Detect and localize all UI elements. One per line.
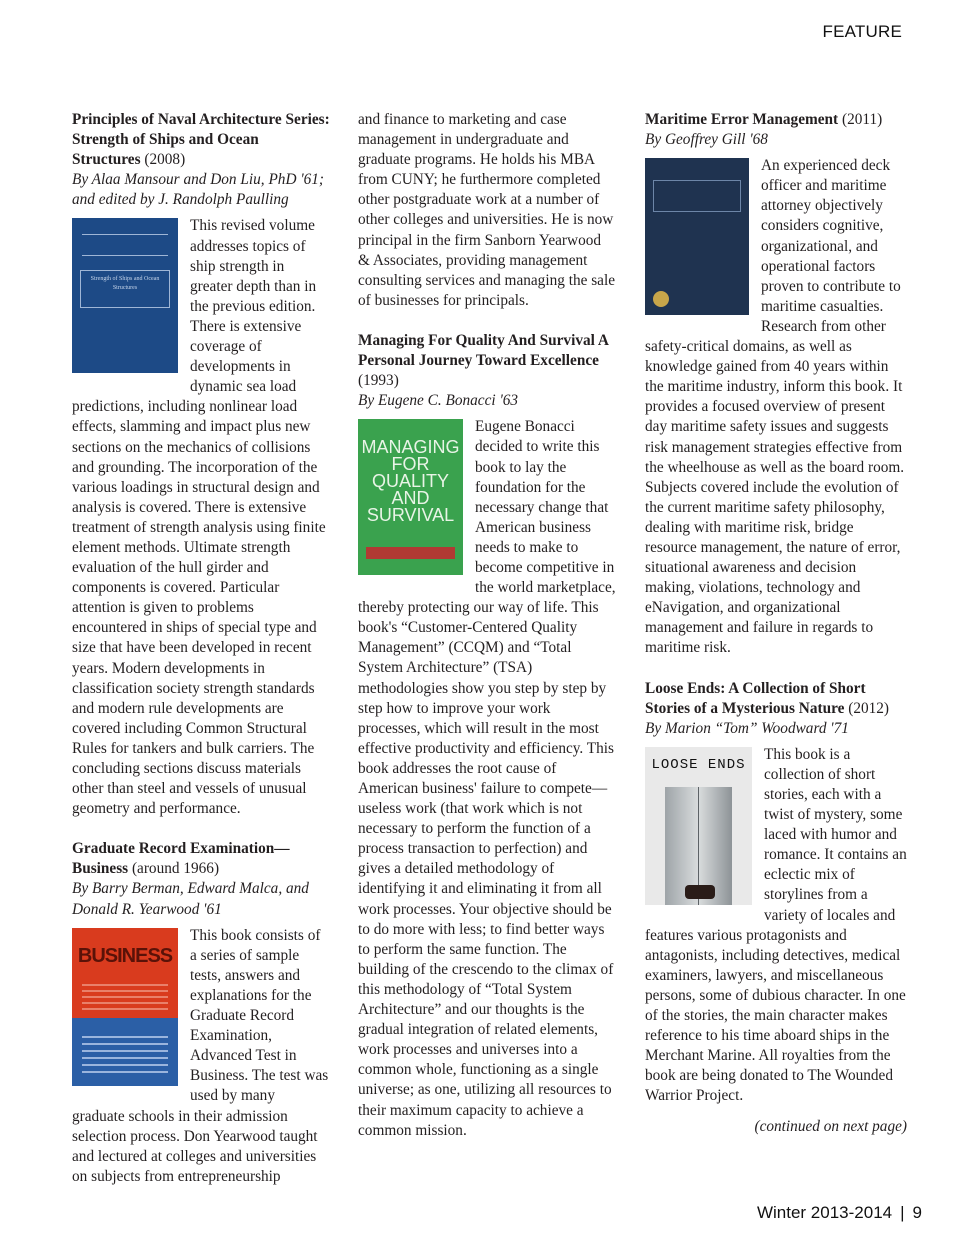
book-cover-image: MANAGING FOR QUALITY AND SURVIVAL bbox=[358, 419, 463, 575]
book-description bbox=[72, 926, 330, 1187]
book-cover-image: Strength of Ships and Ocean Structures bbox=[72, 218, 178, 373]
page-footer bbox=[757, 1203, 922, 1223]
column-1 bbox=[72, 110, 330, 1207]
book-entry-maritime-error-management bbox=[645, 110, 907, 659]
book-byline: By Geoffrey Gill '68 bbox=[645, 131, 768, 149]
book-entry-naval-architecture bbox=[72, 110, 330, 819]
page-number: 9 bbox=[912, 1203, 922, 1222]
book-byline: By Marion “Tom” Woodward '71 bbox=[645, 719, 849, 737]
book-byline: By Alaa Mansour and Don Liu, PhD '61; and edited by J. Randolph Paulling bbox=[72, 171, 324, 209]
section-label: FEATURE bbox=[822, 22, 902, 41]
column-3 bbox=[645, 110, 907, 1157]
continued-note: (continued on next page) bbox=[754, 1117, 907, 1135]
book-description: Strength of Ships and Ocean Structures This revised volume addresses topics of ship strength in greater depth than in the previous edition. There is extensive coverage of developments in dynamic sea load predictions, including nonlinear load effects, slamming and impact plus new sections on the mechanics of collisions and grounding. The incorporation of the various loadings in structural design and analysis is covered. There is extensive treatment of strength analysis using finite element methods. Ultimate strength evaluation of the hull girder and components is covered. Particular attention is given to problems encountered in ships of special type and size that have been developed in recent years. Modern developments in classification society strength standards and modern rule developments are covered including Common Structural Rules for tankers and bulk carriers. The concluding sections discuss materials other than steel and vessels of unusual geometry and performance. bbox=[72, 217, 326, 818]
column-2 bbox=[358, 110, 616, 1161]
book-title: Principles of Naval Architecture Series: Strength of Ships and Ocean Structures (2008) bbox=[72, 111, 330, 169]
book-entry-loose-ends bbox=[645, 679, 907, 1137]
book-title: Graduate Record Examination—Business (around 1966) bbox=[72, 840, 290, 878]
book-title: Maritime Error Management (2011) bbox=[645, 111, 883, 128]
book-description: MANAGING FOR QUALITY AND SURVIVAL Eugene Bonacci decided to write this book to lay the foundation for the necessary change that American business needs to make to become competitive in the world marketplace, thereby protecting our way of life. This book's “Customer-Centered Quality Management” (CCQM) and “Total System Architecture” (TSA) methodologies show you step by step by step how to improve your work processes, which will result in the most effective productivity and efficiency. This book addresses the root cause of American business' failure to compete—useless work (that work which is not necessary to perform the function of a process transaction to perfection) and gives a detailed methodology of identifying it and eliminating it from all work processes. Your objective should be to do more with less; to find better ways to perform the same function. The building of the crescendo to the climax of this methodology of “Total System Architecture” and our thoughts is the gradual integration of related elements, work processes and universes into a common whole, functioning as a single universe; as one, utilizing all resources to their maximum capacity to achieve a common mission. bbox=[358, 418, 616, 1139]
book-byline: By Eugene C. Bonacci '63 bbox=[358, 392, 519, 410]
issue-label: Winter 2013-2014 bbox=[756, 1203, 893, 1222]
book-cover-image: LOOSE ENDS bbox=[645, 747, 752, 905]
book-cover-image bbox=[645, 158, 749, 315]
book-description: LOOSE ENDS This book is a collection of short stories, each with a twist of mystery, some laced with humor and romance. It contains an eclectic mix of storylines from a variety of locales and features various protagonists and antagonists, including detectives, medical examiners, lawyers, and miscellaneous persons, some of dubious character. In one of the stories, the main character makes reference to his time aboard ships in the Merchant Marine. All royalties from the book are being donated to The Wounded Warrior Project. bbox=[645, 745, 907, 1105]
book-description: An experienced deck officer and maritime attorney objectively considers cognitive, organizational, and operational factors proven to contribute to maritime casualties. Research from other safety-critical domains, as well as knowledge gained from 40 years within the maritime industry, inform this book. It provides a focused overview of present day maritime safety issues and suggests risk management strategies effective from the wheelhouse as well as the board room. Subjects covered include the evolution of the current maritime safety philosophy, dealing with maritime risk, bridge resource management, the nature of error, situational awareness and decision making, violations, technology and eNavigation, and organizational management and failure in regards to maritime risk. bbox=[645, 157, 905, 657]
book-cover-image: BUSINESS bbox=[72, 928, 178, 1086]
book-entry-gre-business-continued bbox=[358, 110, 616, 311]
book-description-part-1: This book consists of a series of sample tests, answers and explanations for the Graduate Record Examination, Advanced Test in Business. The test was used by many graduate schools in their admission selection process. Don Yearwood taught and lectured at colleges and universities on subjects from entrepreneurship bbox=[72, 926, 329, 1185]
book-description-part-2: and finance to marketing and case management in undergraduate and graduate programs. He holds his MBA from CUNY; he furthermore completed other postgraduate work at a number of other colleges and universities. He is now principal in the firm Sanborn Yearwood & Associates, providing management consulting services and managing the sale of businesses for principals. bbox=[358, 111, 615, 309]
book-title: Managing For Quality And Survival A Personal Journey Toward Excellence (1993) bbox=[358, 331, 609, 390]
book-title: Loose Ends: A Collection of Short Stories of a Mysterious Nature (2012) bbox=[645, 679, 890, 717]
book-byline: By Barry Berman, Edward Malca, and Donald R. Yearwood '61 bbox=[72, 880, 309, 918]
book-entry-gre-business bbox=[72, 839, 330, 1187]
footer-separator: | bbox=[900, 1203, 905, 1222]
book-entry-managing-for-quality bbox=[358, 331, 616, 1141]
